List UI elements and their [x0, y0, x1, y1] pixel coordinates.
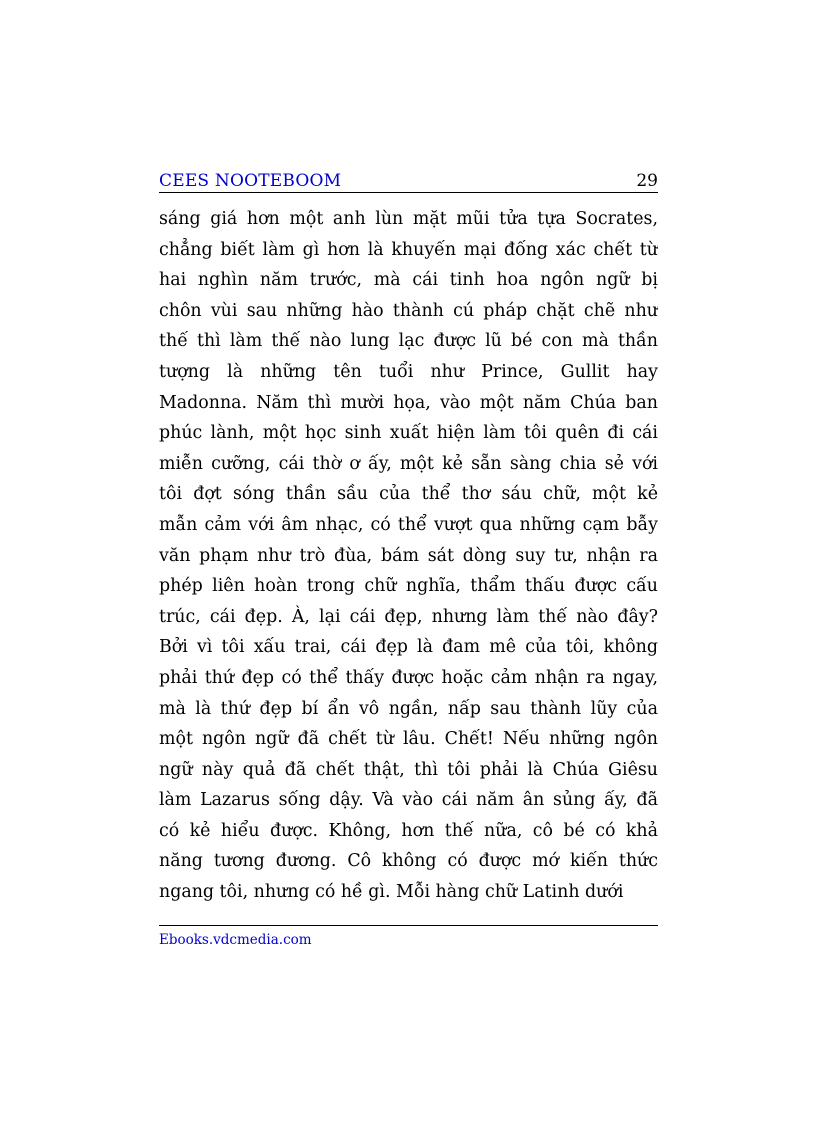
text-line: phúc lành, một học sinh xuất hiện làm tôi quên đi cái — [159, 423, 658, 444]
text-line: phải thứ đẹp có thể thấy được hoặc cảm nhận ra ngay, — [159, 667, 658, 688]
text-line: chôn vùi sau những hào thành cú pháp chặt chẽ như — [159, 300, 658, 321]
text-line: ngang tôi, nhưng có hề gì. Mỗi hàng chữ Latinh dưới — [159, 882, 624, 903]
text-line: ngữ này quả đã chết thật, thì tôi phải là Chúa Giêsu — [159, 759, 658, 780]
text-line: miễn cưỡng, cái thờ ơ ấy, một kẻ sẵn sàng chia sẻ với — [159, 453, 658, 474]
text-line: phép liên hoàn trong chữ nghĩa, thẩm thấu được cấu — [159, 576, 658, 597]
text-line: mà là thứ đẹp bí ẩn vô ngần, nấp sau thành lũy của — [159, 698, 658, 719]
text-line: chẳng biết làm gì hơn là khuyến mại đống xác chết từ — [159, 239, 658, 260]
footer-divider — [159, 925, 658, 926]
footer-link[interactable]: Ebooks.vdcmedia.com — [159, 932, 312, 948]
text-line: mẫn cảm với âm nhạc, có thể vượt qua những cạm bẫy — [159, 514, 658, 535]
text-line: năng tương đương. Cô không có được mớ kiến thức — [159, 851, 658, 872]
text-line: tôi đợt sóng thần sầu của thể thơ sáu chữ, một kẻ — [159, 484, 658, 505]
text-line: sáng giá hơn một anh lùn mặt mũi tửa tựa Socrates, — [159, 209, 658, 229]
text-line: một ngôn ngữ đã chết từ lâu. Chết! Nếu những ngôn — [159, 729, 658, 750]
text-line: Bởi vì tôi xấu trai, cái đẹp là đam mê của tôi, không — [159, 637, 658, 658]
text-line: Madonna. Năm thì mười họa, vào một năm Chúa ban — [159, 392, 658, 413]
text-line: hai nghìn năm trước, mà cái tinh hoa ngôn ngữ bị — [159, 270, 658, 291]
header-author: CEES NOOTEBOOM — [159, 171, 342, 191]
page-header — [159, 170, 658, 193]
text-line: làm Lazarus sống dậy. Và vào cái năm ân sủng ấy, đã — [159, 790, 658, 811]
text-line: trúc, cái đẹp. À, lại cái đẹp, nhưng làm thế nào đây? — [159, 606, 658, 627]
text-line: có kẻ hiểu được. Không, hơn thế nữa, cô bé có khả — [159, 820, 658, 841]
page-number: 29 — [636, 171, 658, 191]
text-line: văn phạm như trò đùa, bám sát dòng suy tư, nhận ra — [159, 545, 658, 566]
text-line: tượng là những tên tuổi như Prince, Gullit hay — [159, 361, 658, 382]
body-text — [159, 204, 658, 908]
text-line: thế thì làm thế nào lung lạc được lũ bé con mà thần — [159, 331, 658, 352]
